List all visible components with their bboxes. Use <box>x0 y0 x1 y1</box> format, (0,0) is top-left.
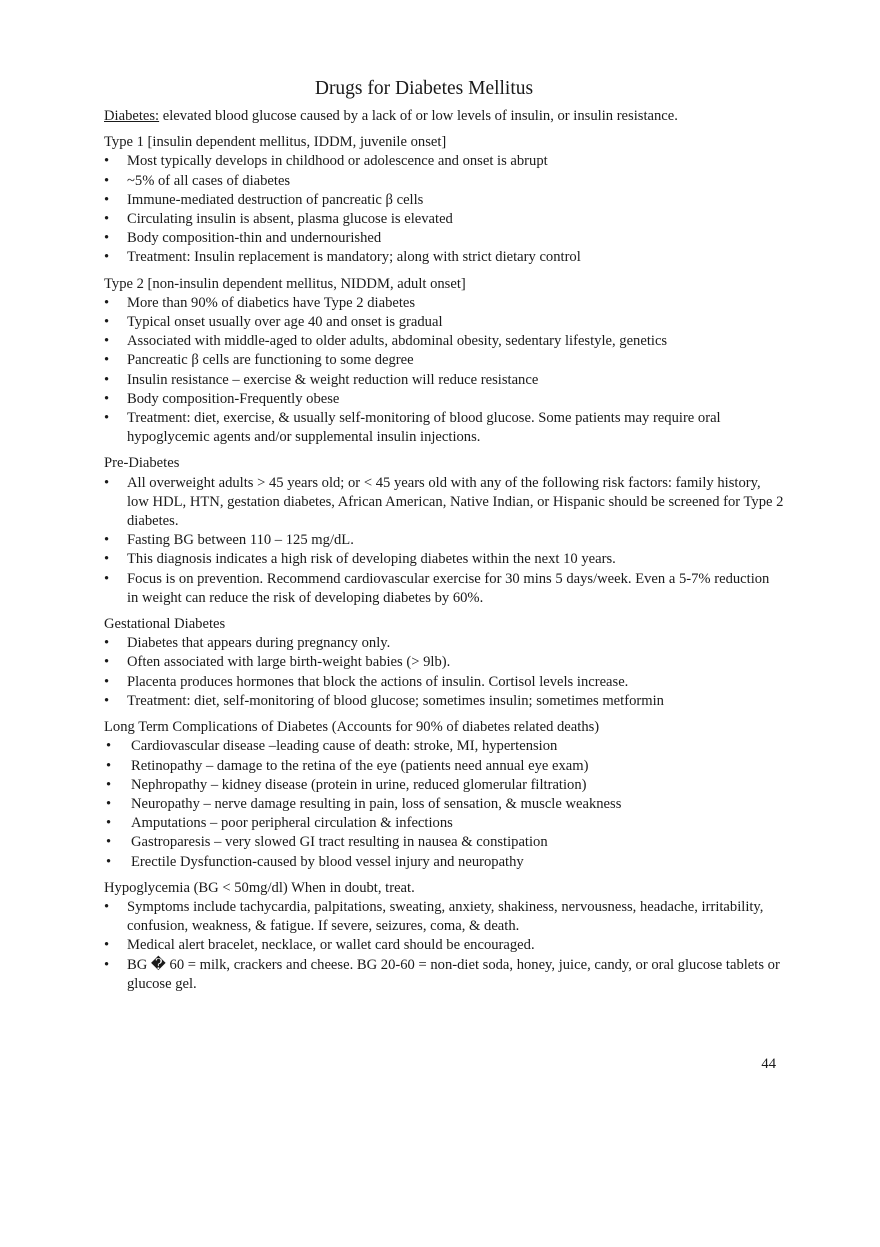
list-item-text: Cardiovascular disease –leading cause of death: stroke, MI, hypertension <box>131 738 558 755</box>
list-item <box>104 210 784 229</box>
list-item <box>104 172 784 191</box>
list-item <box>104 152 784 171</box>
list-item <box>104 371 784 390</box>
list-item <box>104 313 784 332</box>
section-heading: Long Term Complications of Diabetes (Accounts for 90% of diabetes related deaths) <box>104 719 600 736</box>
list-item-text: Treatment: diet, self-monitoring of blood glucose; sometimes insulin; sometimes metformin <box>127 692 664 709</box>
list-item-text: More than 90% of diabetics have Type 2 diabetes <box>127 294 416 311</box>
list-item-text: Nephropathy – kidney disease (protein in urine, reduced glomerular filtration) <box>131 776 587 793</box>
bullet-icon: • <box>104 551 110 568</box>
bullet-icon: • <box>104 211 110 228</box>
list-item <box>104 191 784 210</box>
list-item <box>104 570 784 608</box>
list-item-text: Body composition-Frequently obese <box>127 390 340 407</box>
list-item-text: Placenta produces hormones that block the actions of insulin. Cortisol levels increase. <box>127 673 629 690</box>
list-item-text: Insulin resistance – exercise & weight reduction will reduce resistance <box>127 371 539 388</box>
bullet-list <box>104 474 784 608</box>
list-item-text: Most typically develops in childhood or adolescence and onset is abrupt <box>127 153 548 170</box>
bullet-icon: • <box>104 570 110 587</box>
bullet-icon: • <box>104 249 110 266</box>
list-item-text: Gastroparesis – very slowed GI tract resulting in nausea & constipation <box>131 834 548 851</box>
section-complications <box>104 718 784 872</box>
section-heading: Pre-Diabetes <box>104 455 180 472</box>
list-item-text: Retinopathy – damage to the retina of the eye (patients need annual eye exam) <box>131 757 589 774</box>
list-item-text: Immune-mediated destruction of pancreatic β cells <box>127 191 424 208</box>
bullet-icon: • <box>104 635 110 652</box>
list-item-text: BG � 60 = milk, crackers and cheese. BG 20-60 = non-diet soda, honey, juice, candy, or oral glucose tablets or glucose gel. <box>127 956 780 992</box>
list-item-text: Circulating insulin is absent, plasma glucose is elevated <box>127 211 453 228</box>
bullet-icon: • <box>104 692 110 709</box>
bullet-icon: • <box>104 390 110 407</box>
section-heading: Hypoglycemia (BG < 50mg/dl) When in doubt, treat. <box>104 879 415 896</box>
list-item <box>104 737 784 756</box>
bullet-icon: • <box>104 654 110 671</box>
list-item-text: All overweight adults > 45 years old; or < 45 years old with any of the following risk factors: family history, low HDL, HTN, gestation diabetes, African American, Native Indian, or Hispanic should be screened for Type 2 diabetes. <box>127 474 784 530</box>
list-item <box>104 936 784 955</box>
bullet-list <box>104 634 784 711</box>
list-item-text: Diabetes that appears during pregnancy only. <box>127 635 391 652</box>
bullet-icon: • <box>104 673 110 690</box>
bullet-icon: • <box>106 776 112 793</box>
list-item <box>104 474 784 532</box>
list-item <box>104 814 784 833</box>
list-item <box>104 795 784 814</box>
section-gestational <box>104 615 784 711</box>
list-item-text: Treatment: diet, exercise, & usually self-monitoring of blood glucose. Some patients may require oral hypoglycemic agents and/or supplemental insulin injections. <box>127 410 721 446</box>
list-item <box>104 390 784 409</box>
section-type2 <box>104 275 784 448</box>
bullet-icon: • <box>104 371 110 388</box>
bullet-icon: • <box>106 815 112 832</box>
list-item <box>104 531 784 550</box>
bullet-icon: • <box>104 352 110 369</box>
list-item-text: Erectile Dysfunction-caused by blood vessel injury and neuropathy <box>131 853 524 870</box>
bullet-icon: • <box>104 191 110 208</box>
bullet-list <box>104 152 784 267</box>
list-item <box>104 634 784 653</box>
list-item <box>104 956 784 994</box>
bullet-icon: • <box>104 956 110 973</box>
bullet-list <box>104 737 784 871</box>
bullet-list <box>104 898 784 994</box>
bullet-icon: • <box>104 172 110 189</box>
list-item-text: Treatment: Insulin replacement is mandatory; along with strict dietary control <box>127 249 581 266</box>
list-item-text: Pancreatic β cells are functioning to some degree <box>127 352 414 369</box>
list-item <box>104 229 784 248</box>
list-item-text: Symptoms include tachycardia, palpitations, sweating, anxiety, shakiness, nervousness, headache, irritability, confusion, weakness, & fatigue. If severe, seizures, coma, & death. <box>127 898 764 935</box>
list-item-text: Amputations – poor peripheral circulation & infections <box>131 815 453 832</box>
list-item <box>104 332 784 351</box>
page-number: 44 <box>761 1056 776 1072</box>
list-item <box>104 673 784 692</box>
bullet-icon: • <box>106 795 112 812</box>
list-item <box>104 853 784 872</box>
section-heading: Gestational Diabetes <box>104 616 226 633</box>
bullet-icon: • <box>104 153 110 170</box>
bullet-icon: • <box>104 532 110 549</box>
definition-text: elevated blood glucose caused by a lack of or low levels of insulin, or insulin resistance. <box>159 108 678 124</box>
page-title: Drugs for Diabetes Mellitus <box>314 78 534 99</box>
bullet-icon: • <box>104 314 110 331</box>
list-item-text: Fasting BG between 110 – 125 mg/dL. <box>127 532 354 549</box>
list-item <box>104 833 784 852</box>
section-hypoglycemia <box>104 879 784 994</box>
list-item-text: Focus is on prevention. Recommend cardiovascular exercise for 30 mins 5 days/week. Even a 5-7% reduction in weight can reduce the risk of developing diabetes by 60%. <box>127 570 770 606</box>
section-prediabetes <box>104 454 784 608</box>
list-item-text: Medical alert bracelet, necklace, or wallet card should be encouraged. <box>127 937 535 954</box>
section-heading: Type 2 [non-insulin dependent mellitus, NIDDM, adult onset] <box>104 275 466 292</box>
list-item <box>104 294 784 313</box>
list-item <box>104 409 784 447</box>
bullet-icon: • <box>104 474 110 491</box>
list-item <box>104 898 784 936</box>
list-item-text: Neuropathy – nerve damage resulting in pain, loss of sensation, & muscle weakness <box>131 795 622 812</box>
bullet-icon: • <box>104 410 110 427</box>
list-item <box>104 653 784 672</box>
list-item-text: Body composition-thin and undernourished <box>127 230 382 247</box>
list-item <box>104 692 784 711</box>
list-item <box>104 248 784 267</box>
list-item <box>104 757 784 776</box>
bullet-icon: • <box>106 738 112 755</box>
bullet-icon: • <box>104 937 110 954</box>
list-item <box>104 550 784 569</box>
definition-term: Diabetes: <box>104 108 160 124</box>
section-heading: Type 1 [insulin dependent mellitus, IDDM, juvenile onset] <box>104 134 447 151</box>
section-type1 <box>104 133 784 267</box>
definition-paragraph <box>104 107 784 126</box>
list-item <box>104 776 784 795</box>
list-item-text: This diagnosis indicates a high risk of developing diabetes within the next 10 years. <box>127 551 616 568</box>
list-item <box>104 351 784 370</box>
bullet-icon: • <box>106 834 112 851</box>
bullet-icon: • <box>104 294 110 311</box>
list-item-text: Associated with middle-aged to older adults, abdominal obesity, sedentary lifestyle, genetics <box>127 333 668 350</box>
list-item-text: Typical onset usually over age 40 and onset is gradual <box>127 314 443 331</box>
bullet-icon: • <box>104 230 110 247</box>
list-item-text: ~5% of all cases of diabetes <box>127 172 291 189</box>
bullet-icon: • <box>106 853 112 870</box>
bullet-icon: • <box>104 898 110 915</box>
bullet-list <box>104 294 784 448</box>
document-body <box>104 107 784 1001</box>
bullet-icon: • <box>104 333 110 350</box>
list-item-text: Often associated with large birth-weight babies (> 9lb). <box>127 654 451 671</box>
bullet-icon: • <box>106 757 112 774</box>
